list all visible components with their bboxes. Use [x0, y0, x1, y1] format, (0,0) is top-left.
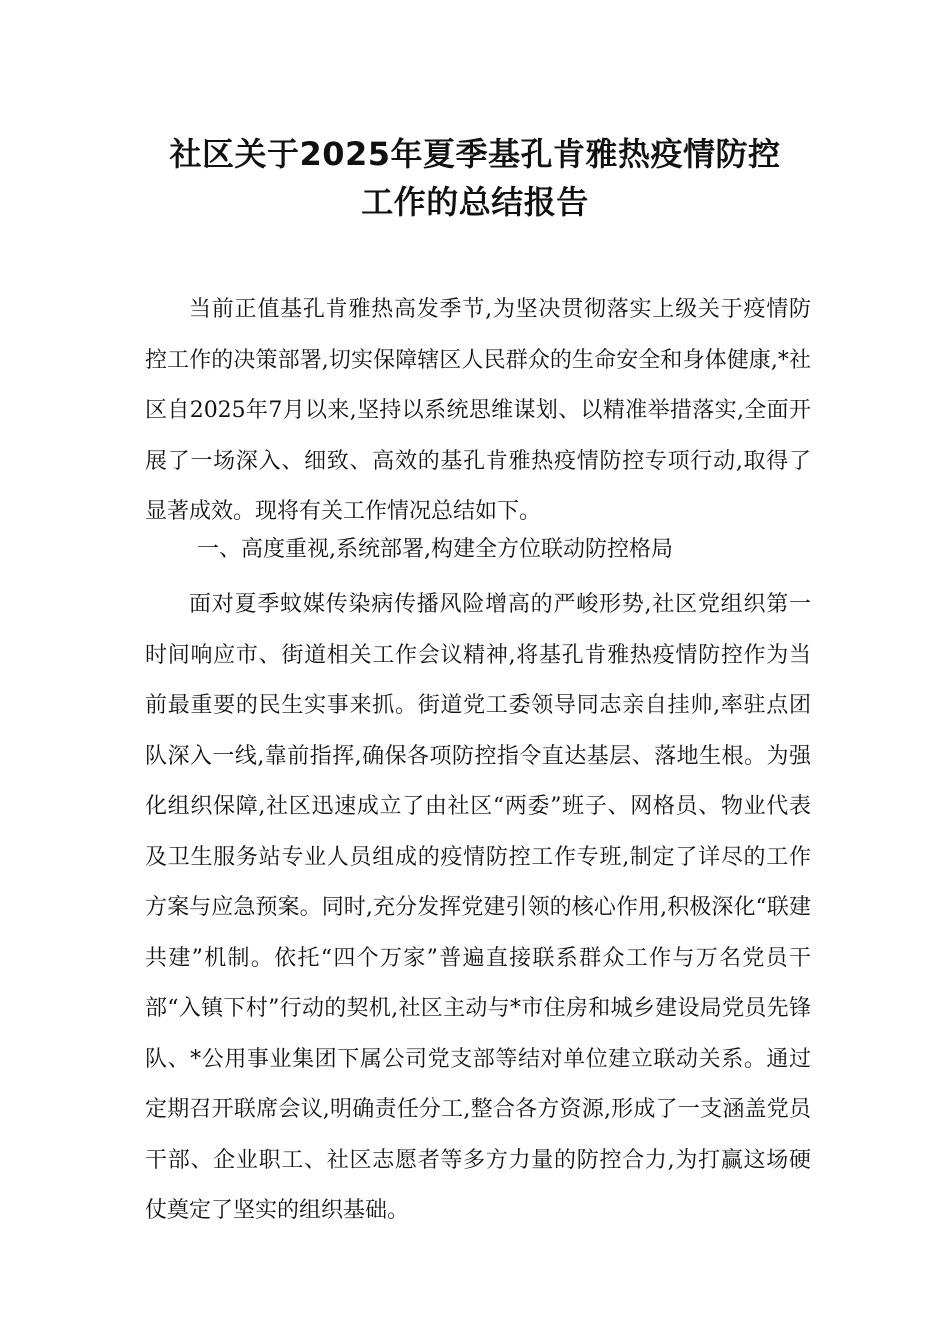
document-title-line-1: 社区关于2025年夏季基孔肯雅热疫情防控: [169, 135, 781, 173]
document-title-line-2: 工作的总结报告: [361, 183, 589, 221]
section-1-paragraph: 面对夏季蚊媒传染病传播风险增高的严峻形势,社区党组织第一时间响应市、街道相关工作会议精神,将基孔肯雅热疫情防控作为当前最重要的民生实事来抓。街道党工委领导同志亲自挂帅,率驻点团队深入一线,靠前指挥,确保各项防控指令直达基层、落地生根。为强化组织保障,社区迅速成立了由社区“两委”班子、网格员、物业代表及卫生服务站专业人员组成的疫情防控工作专班,制定了详尽的工作方案与应急预案。同时,充分发挥党建引领的核心作用,积极深化“联建共建”机制。依托“四个万家”普遍直接联系群众工作与万名党员干部“入镇下村”行动的契机,社区主动与*市住房和城乡建设局党员先锋队、*公用事业集团下属公司党支部等结对单位建立联动关系。通过定期召开联席会议,明确责任分工,整合各方资源,形成了一支涵盖党员干部、企业职工、社区志愿者等多方力量的防控合力,为打赢这场硬仗奠定了坚实的组织基础。: [145, 592, 811, 1223]
section-1-heading: 一、高度重视,系统部署,构建全方位联动防控格局: [197, 537, 673, 562]
intro-paragraph: 当前正值基孔肯雅热高发季节,为坚决贯彻落实上级关于疫情防控工作的决策部署,切实保障辖区人民群众的生命安全和身体健康,*社区自2025年7月以来,坚持以系统思维谋划、以精准举措落实,全面开展了一场深入、细致、高效的基孔肯雅热疫情防控专项行动,取得了显著成效。现将有关工作情况总结如下。: [145, 297, 811, 524]
